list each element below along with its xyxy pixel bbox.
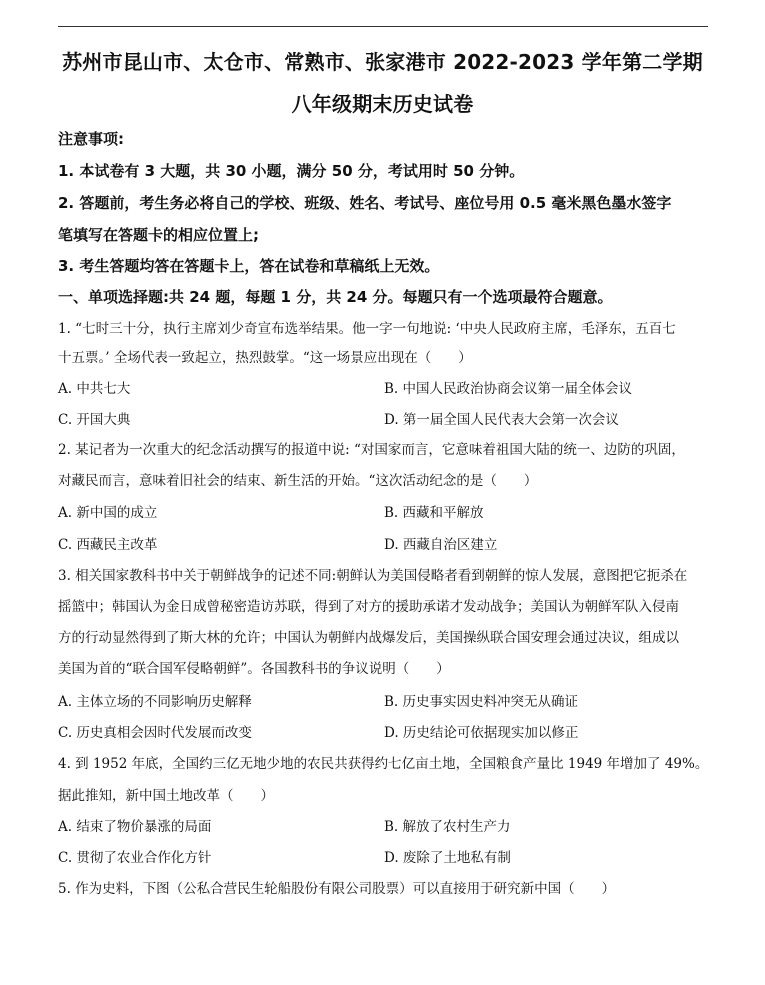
question-2-option-a[interactable]: A. 新中国的成立 <box>58 505 158 521</box>
question-2-text: 对藏民而言，意味着旧社会的结束、新生活的开始。“这次活动纪念的是（ ） <box>58 473 538 489</box>
notice-item: 2. 答题前，考生务必将自己的学校、班级、姓名、考试号、座位号用 0.5 毫米黑色墨水签字 <box>58 194 672 212</box>
exam-title-line1: 苏州市昆山市、太仓市、常熟市、张家港市 2022-2023 学年第二学期 <box>62 50 703 74</box>
question-2-option-d[interactable]: D. 西藏自治区建立 <box>384 537 498 553</box>
question-3-text: 方的行动显然得到了斯大林的允许；中国认为朝鲜内战爆发后，美国操纵联合国安理会通过决议，组成以 <box>58 630 679 646</box>
question-2-text: 2. 某记者为一次重大的纪念活动撰写的报道中说: “对国家而言，它意味着祖国大陆的统一、边防的巩固， <box>58 442 685 458</box>
question-1-option-b[interactable]: B. 中国人民政治协商会议第一届全体会议 <box>384 381 633 397</box>
notice-item: 3. 考生答题均答在答题卡上，答在试卷和草稿纸上无效。 <box>58 257 440 275</box>
question-3-text: 美国为首的“联合国军侵略朝鲜”。各国教科书的争议说明（ ） <box>58 661 450 677</box>
question-1-option-c[interactable]: C. 开国大典 <box>58 412 131 428</box>
exam-title-line2: 八年级期末历史试卷 <box>291 92 474 116</box>
section-heading: 一、单项选择题:共 24 题，每题 1 分，共 24 分。每题只有一个选项最符合题意。 <box>58 288 613 306</box>
question-3-option-b[interactable]: B. 历史事实因史料冲突无从确证 <box>384 694 579 710</box>
question-3-option-a[interactable]: A. 主体立场的不同影响历史解释 <box>58 694 252 710</box>
top-rule <box>58 26 708 27</box>
question-1-option-a[interactable]: A. 中共七大 <box>58 381 131 397</box>
question-2-option-b[interactable]: B. 西藏和平解放 <box>384 505 484 521</box>
question-3-text: 摇篮中；韩国认为金日成曾秘密造访苏联，得到了对方的援助承诺才发动战争；美国认为朝鲜军队入侵南 <box>58 599 679 615</box>
question-1-text: 十五票。’ 全场代表一致起立，热烈鼓掌。“这一场景应出现在（ ） <box>58 350 472 366</box>
notice-heading: 注意事项: <box>58 130 124 148</box>
question-2-option-c[interactable]: C. 西藏民主改革 <box>58 537 158 553</box>
question-4-option-b[interactable]: B. 解放了农村生产力 <box>384 819 511 835</box>
question-4-text: 据此推知，新中国土地改革（ ） <box>58 788 274 804</box>
notice-item: 笔填写在答题卡的相应位置上; <box>58 226 259 244</box>
question-5-text: 5. 作为史料，下图（公私合营民生轮船股份有限公司股票）可以直接用于研究新中国（ ） <box>58 881 616 897</box>
question-4-option-c[interactable]: C. 贯彻了农业合作化方针 <box>58 850 212 866</box>
question-1-text: 1. “七时三十分，执行主席刘少奇宣布选举结果。他一字一句地说: ‘中央人民政府主席，毛泽东，五百七 <box>58 321 676 337</box>
notice-item: 1. 本试卷有 3 大题，共 30 小题，满分 50 分，考试用时 50 分钟。 <box>58 162 525 180</box>
question-4-option-a[interactable]: A. 结束了物价暴涨的局面 <box>58 819 212 835</box>
question-3-option-c[interactable]: C. 历史真相会因时代发展而改变 <box>58 725 252 741</box>
question-3-option-d[interactable]: D. 历史结论可依据现实加以修正 <box>384 725 579 741</box>
question-4-text: 4. 到 1952 年底，全国约三亿无地少地的农民共获得约七亿亩土地，全国粮食产量比 1949 年增加了 49%。 <box>58 756 709 772</box>
question-4-option-d[interactable]: D. 废除了土地私有制 <box>384 850 511 866</box>
question-3-text: 3. 相关国家教科书中关于朝鲜战争的记述不同:朝鲜认为美国侵略者看到朝鲜的惊人发展，意图把它扼杀在 <box>58 568 688 584</box>
question-1-option-d[interactable]: D. 第一届全国人民代表大会第一次会议 <box>384 412 619 428</box>
